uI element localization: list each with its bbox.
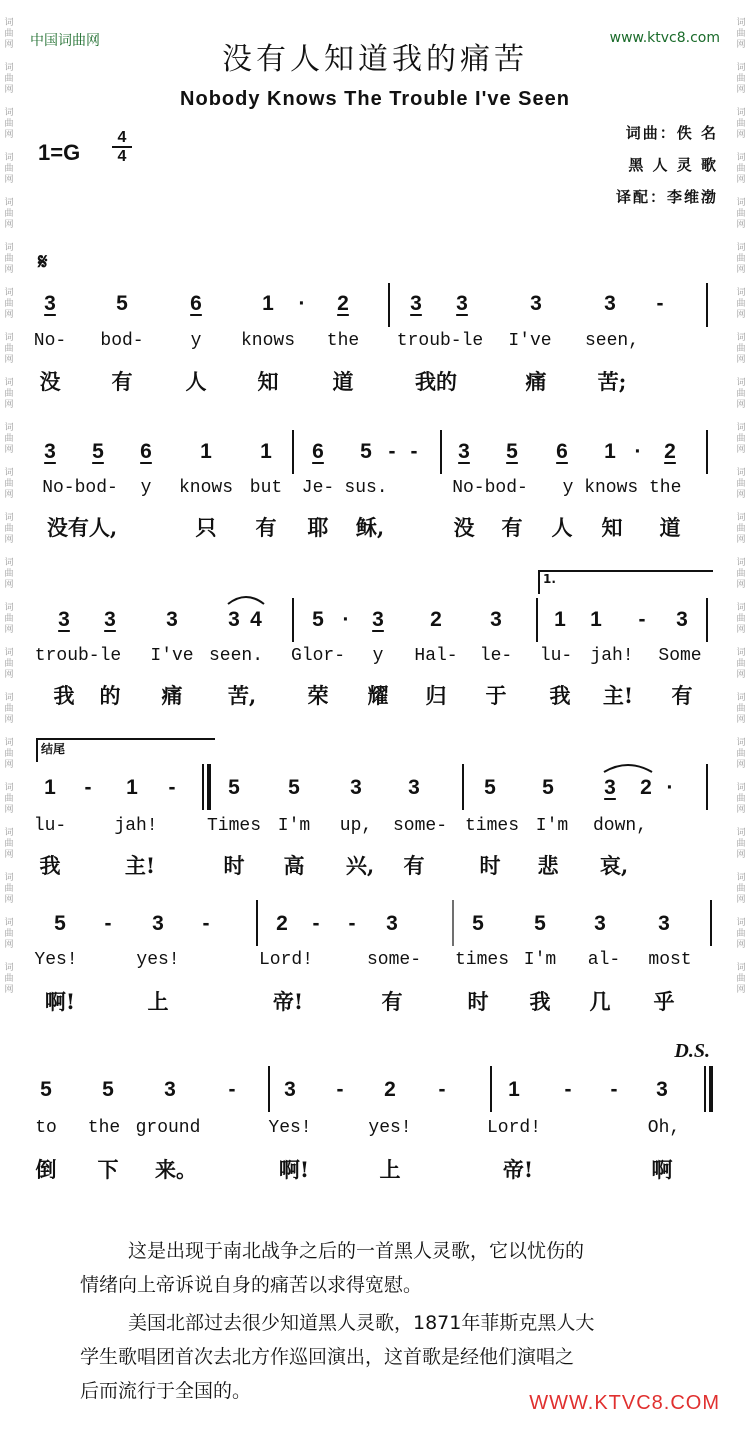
lyric-en: knows [240, 331, 296, 351]
note: 6 [312, 440, 324, 463]
lyric-cn: 稣, [355, 515, 385, 540]
lyric-en: yes! [368, 1118, 412, 1138]
margin-watermark-text: 词曲网 [4, 243, 14, 275]
time-signature-top: 4 [117, 129, 127, 146]
dash: - [168, 776, 176, 799]
lyric-cn: 几 [589, 989, 611, 1014]
volta-coda-ending [36, 738, 215, 762]
note: 2 [337, 292, 349, 315]
tie-slur [602, 760, 654, 774]
lyric-en: No- [33, 331, 67, 351]
margin-watermark-text: 词曲网 [736, 423, 746, 455]
note: 6 [556, 440, 568, 463]
note: 3 [58, 608, 70, 631]
lyric-cn: 没 [39, 369, 61, 394]
lyric-en: Oh, [647, 1118, 681, 1138]
note: 1 [126, 776, 138, 799]
lyric-cn: 没有人, [46, 515, 118, 540]
note: 3 [604, 292, 616, 315]
lyric-en: seen, [584, 331, 640, 351]
dash: - [638, 608, 646, 631]
lyric-en: times [454, 950, 510, 970]
margin-watermark-text: 词曲网 [4, 828, 14, 860]
margin-watermark-text: 词曲网 [736, 873, 746, 905]
margin-watermark-text: 词曲网 [736, 378, 746, 410]
lyric-cn: 没 [453, 515, 475, 540]
lyric-cn: 倒 [35, 1157, 57, 1182]
volta-first-ending [538, 570, 713, 594]
note: 1 [200, 440, 212, 463]
lyric-cn: 有 [403, 853, 425, 878]
lyric-en: the [326, 331, 360, 351]
lyric-en: lu- [33, 816, 67, 836]
note: 1 [260, 440, 272, 463]
note: 5 [40, 1078, 52, 1101]
lyric-en: jah! [590, 646, 634, 666]
lyric-en: some- [366, 950, 422, 970]
margin-watermark-text: 词曲网 [4, 963, 14, 995]
margin-watermark-text: 词曲网 [4, 18, 14, 50]
note: 3 [594, 912, 606, 935]
note: 5 [116, 292, 128, 315]
note: 3 [658, 912, 670, 935]
note: 3 [676, 608, 688, 631]
lyric-en: troub-le [396, 331, 484, 351]
lyric-en: Hal- [414, 646, 458, 666]
lyric-cn: 时 [223, 853, 245, 878]
song-title-chinese: 没有人知道我的痛苦 [222, 42, 528, 77]
note: 3 [458, 440, 470, 463]
time-signature-bottom: 4 [117, 148, 127, 165]
lyric-cn: 我的 [415, 369, 457, 394]
lyric-en: troub-le [34, 646, 122, 666]
margin-watermark-text: 词曲网 [4, 918, 14, 950]
lyric-en: y [190, 331, 202, 351]
margin-watermark-text: 词曲网 [4, 603, 14, 635]
margin-watermark-text: 词曲网 [4, 198, 14, 230]
dotted-mark: · [634, 440, 642, 463]
lyric-en: No-bod- [42, 478, 118, 498]
note: 3 [166, 608, 178, 631]
dash: - [438, 1078, 446, 1101]
lyric-cn: 帝! [502, 1157, 534, 1182]
note: 3 [372, 608, 384, 631]
lyric-en: most [648, 950, 692, 970]
dotted-mark: · [342, 608, 350, 631]
lyric-cn: 于 [485, 683, 507, 708]
margin-watermark-text: 词曲网 [736, 63, 746, 95]
lyric-cn: 苦; [597, 369, 627, 394]
margin-watermark-text: 词曲网 [4, 468, 14, 500]
dotted-mark: · [298, 292, 306, 315]
lyric-en: Glor- [290, 646, 346, 666]
note: 1 [44, 776, 56, 799]
prose-line-2: 情绪向上帝诉说自身的痛苦以求得宽慰。 [80, 1274, 423, 1296]
lyric-cn: 悲 [537, 853, 559, 878]
margin-watermark-text: 词曲网 [4, 108, 14, 140]
lyric-cn: 时 [467, 989, 489, 1014]
margin-watermark-text: 词曲网 [736, 783, 746, 815]
song-title-english: Nobody Knows The Trouble I've Seen [180, 88, 570, 110]
margin-watermark-text: 词曲网 [4, 783, 14, 815]
prose-line-3: 美国北部过去很少知道黑人灵歌，1871年菲斯克黑人大 [128, 1312, 595, 1334]
dash: - [656, 292, 664, 315]
lyric-en: lu- [539, 646, 573, 666]
lyric-en: ground [135, 1118, 201, 1138]
note: 3 [490, 608, 502, 631]
tie-slur [226, 592, 266, 606]
right-margin-watermark [734, 0, 748, 1443]
note: 3 [228, 608, 240, 631]
lyric-cn: 啊! [278, 1157, 310, 1182]
lyric-en: y [140, 478, 152, 498]
lyric-en: Some [658, 646, 702, 666]
time-signature [112, 130, 132, 164]
segno-sign: 𝄋 [38, 250, 48, 275]
margin-watermark-text: 词曲网 [4, 333, 14, 365]
lyric-en: jah! [114, 816, 158, 836]
lyric-en: No-bod- [452, 478, 528, 498]
lyric-cn: 道 [659, 515, 681, 540]
margin-watermark-text: 词曲网 [4, 873, 14, 905]
volta-label: 结尾 [41, 742, 66, 756]
note: 5 [484, 776, 496, 799]
note: 5 [228, 776, 240, 799]
margin-watermark-text: 词曲网 [736, 828, 746, 860]
margin-watermark-text: 词曲网 [4, 153, 14, 185]
margin-watermark-text: 词曲网 [736, 198, 746, 230]
note: 5 [54, 912, 66, 935]
lyric-en: I'm [277, 816, 311, 836]
lyric-en: le- [479, 646, 513, 666]
note: 3 [152, 912, 164, 935]
lyric-cn: 苦, [227, 683, 257, 708]
note: 5 [92, 440, 104, 463]
lyric-cn: 归 [425, 683, 447, 708]
margin-watermark-text: 词曲网 [736, 18, 746, 50]
note: 3 [456, 292, 468, 315]
note: 3 [44, 292, 56, 315]
margin-watermark-text: 词曲网 [736, 603, 746, 635]
lyric-en: seen. [208, 646, 264, 666]
margin-watermark-text: 词曲网 [4, 558, 14, 590]
margin-watermark-text: 词曲网 [736, 108, 746, 140]
note: 3 [530, 292, 542, 315]
lyric-cn: 主! [602, 683, 634, 708]
lyric-en: sus. [344, 478, 388, 498]
lyric-cn: 耀 [367, 683, 389, 708]
dash: - [228, 1078, 236, 1101]
note: 2 [430, 608, 442, 631]
margin-watermark-text: 词曲网 [4, 63, 14, 95]
note: 6 [190, 292, 202, 315]
prose-line-1: 这是出现于南北战争之后的一首黑人灵歌，它以忧伤的 [128, 1240, 585, 1262]
lyric-en: some- [392, 816, 448, 836]
note: 3 [604, 776, 616, 799]
dal-segno-mark: D.S. [674, 1040, 710, 1062]
lyric-cn: 荣 [307, 683, 329, 708]
key-signature: 1=G [38, 140, 81, 165]
lyric-en: yes! [136, 950, 180, 970]
dash: - [564, 1078, 572, 1101]
dash: - [84, 776, 92, 799]
note: 3 [386, 912, 398, 935]
margin-watermark-text: 词曲网 [736, 648, 746, 680]
note: 3 [410, 292, 422, 315]
lyric-en: I've [508, 331, 552, 351]
lyric-cn: 高 [283, 853, 305, 878]
note: 2 [384, 1078, 396, 1101]
margin-watermark-text: 词曲网 [736, 153, 746, 185]
lyric-cn: 有 [671, 683, 693, 708]
credit-translator: 译配：李维渤 [615, 188, 718, 206]
lyric-cn: 痛 [525, 369, 547, 394]
lyric-cn: 我 [529, 989, 551, 1014]
prose-line-4: 学生歌唱团首次去北方作巡回演出，这首歌是经他们演唱之 [80, 1346, 575, 1368]
margin-watermark-text: 词曲网 [4, 693, 14, 725]
dash: - [348, 912, 356, 935]
lyric-cn: 上 [379, 1157, 401, 1182]
lyric-cn: 我 [39, 853, 61, 878]
margin-watermark-text: 词曲网 [736, 288, 746, 320]
margin-watermark-text: 词曲网 [4, 423, 14, 455]
lyric-en: Yes! [268, 1118, 312, 1138]
lyric-cn: 啊 [651, 1157, 673, 1182]
note: 5 [534, 912, 546, 935]
note: 1 [554, 608, 566, 631]
lyric-cn: 乎 [653, 989, 675, 1014]
lyric-cn: 主! [124, 853, 156, 878]
lyric-cn: 兴, [345, 853, 375, 878]
lyric-en: bod- [100, 331, 144, 351]
note: 3 [284, 1078, 296, 1101]
margin-watermark-text: 词曲网 [736, 243, 746, 275]
credit-origin: 黑 人 灵 歌 [628, 156, 718, 174]
dash: - [388, 440, 396, 463]
lyric-cn: 人 [551, 515, 573, 540]
margin-watermark-text: 词曲网 [736, 558, 746, 590]
lyric-cn: 有 [381, 989, 403, 1014]
dash: - [336, 1078, 344, 1101]
site-name-left[interactable]: 中国词曲网 [30, 33, 100, 49]
lyric-en: Lord! [258, 950, 314, 970]
margin-watermark-text: 词曲网 [4, 288, 14, 320]
note: 2 [664, 440, 676, 463]
lyric-cn: 有 [111, 369, 133, 394]
lyric-cn: 道 [332, 369, 354, 394]
note: 4 [250, 608, 262, 631]
site-watermark: WWW.KTVC8.COM [529, 1392, 720, 1414]
lyric-cn: 时 [479, 853, 501, 878]
margin-watermark-text: 词曲网 [4, 378, 14, 410]
lyric-en: al- [587, 950, 621, 970]
margin-watermark-text: 词曲网 [736, 693, 746, 725]
lyric-cn: 知 [257, 369, 279, 394]
lyric-cn: 知 [601, 515, 623, 540]
lyric-cn: 我 [549, 683, 571, 708]
note: 2 [640, 776, 652, 799]
credit-lyricist: 词曲：佚 名 [625, 124, 718, 142]
lyric-en: Lord! [486, 1118, 542, 1138]
note: 1 [508, 1078, 520, 1101]
dash: - [610, 1078, 618, 1101]
lyric-en: down, [592, 816, 648, 836]
note: 5 [542, 776, 554, 799]
lyric-en: knows [178, 478, 234, 498]
margin-watermark-text: 词曲网 [736, 513, 746, 545]
dash: - [410, 440, 418, 463]
note: 2 [276, 912, 288, 935]
note: 3 [350, 776, 362, 799]
lyric-en: I've [150, 646, 194, 666]
lyric-en: the [87, 1118, 121, 1138]
note: 5 [360, 440, 372, 463]
note: 5 [472, 912, 484, 935]
left-margin-watermark [2, 0, 16, 1443]
note: 1 [262, 292, 274, 315]
lyric-cn: 哀, [599, 853, 629, 878]
dash: - [202, 912, 210, 935]
margin-watermark-text: 词曲网 [736, 468, 746, 500]
note: 3 [44, 440, 56, 463]
margin-watermark-text: 词曲网 [736, 333, 746, 365]
lyric-en: Je- [301, 478, 335, 498]
note: 3 [164, 1078, 176, 1101]
lyric-en: y [372, 646, 384, 666]
lyric-en: Times [206, 816, 262, 836]
margin-watermark-text: 词曲网 [736, 918, 746, 950]
lyric-en: up, [339, 816, 373, 836]
volta-label: 1. [543, 572, 556, 586]
lyric-cn: 耶 [307, 515, 329, 540]
lyric-cn: 有 [501, 515, 523, 540]
lyric-cn: 痛 [161, 683, 183, 708]
lyric-en: I'm [535, 816, 569, 836]
margin-watermark-text: 词曲网 [736, 738, 746, 770]
dash: - [312, 912, 320, 935]
lyric-en: Yes! [34, 950, 78, 970]
lyric-cn: 有 [255, 515, 277, 540]
dotted-mark: · [666, 776, 674, 799]
note: 5 [102, 1078, 114, 1101]
site-url-right[interactable]: www.ktvc8.com [609, 30, 720, 46]
margin-watermark-text: 词曲网 [4, 513, 14, 545]
margin-watermark-text: 词曲网 [736, 963, 746, 995]
note: 3 [104, 608, 116, 631]
lyric-cn: 来。 [155, 1157, 197, 1182]
note: 5 [312, 608, 324, 631]
note: 6 [140, 440, 152, 463]
margin-watermark-text: 词曲网 [4, 648, 14, 680]
lyric-cn: 啊! [44, 989, 76, 1014]
margin-watermark-text: 词曲网 [4, 738, 14, 770]
note: 3 [408, 776, 420, 799]
note: 1 [590, 608, 602, 631]
lyric-cn: 人 [185, 369, 207, 394]
note: 5 [288, 776, 300, 799]
prose-line-5: 后而流行于全国的。 [80, 1380, 252, 1402]
note: 1 [604, 440, 616, 463]
lyric-en: I'm [523, 950, 557, 970]
dash: - [104, 912, 112, 935]
lyric-en: but [249, 478, 283, 498]
note: 5 [506, 440, 518, 463]
lyric-en: times [464, 816, 520, 836]
lyric-cn: 下 [97, 1157, 119, 1182]
lyric-cn: 的 [99, 683, 121, 708]
note: 3 [656, 1078, 668, 1101]
lyric-cn: 只 [195, 515, 217, 540]
lyric-en: to [35, 1118, 57, 1138]
lyric-cn: 帝! [272, 989, 304, 1014]
lyric-cn: 我 [53, 683, 75, 708]
lyric-en: y knows the [562, 478, 682, 498]
lyric-cn: 上 [147, 989, 169, 1014]
